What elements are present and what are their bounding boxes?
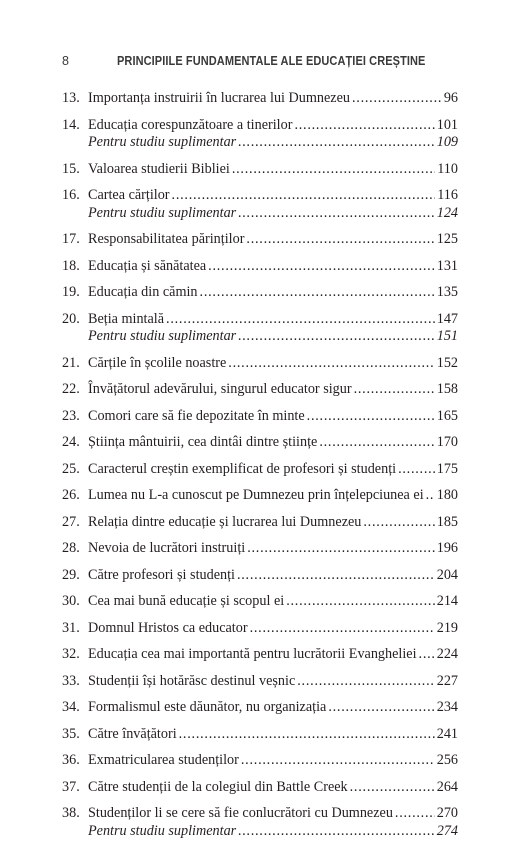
chapter-number: 16.	[62, 187, 80, 203]
toc-subline	[62, 134, 458, 152]
dot-leader	[237, 567, 435, 585]
toc-entry	[62, 355, 458, 373]
chapter-title: Nevoia de lucrători instruiți	[88, 540, 246, 556]
chapter-title: Caracterul creștin exemplificat de profesori și studenți	[88, 460, 397, 477]
toc-entry	[62, 779, 458, 797]
toc-entry	[62, 284, 458, 302]
dot-leader	[419, 646, 435, 664]
chapter-page: 224	[436, 646, 458, 662]
toc-entry	[62, 514, 458, 532]
chapter-page: 158	[436, 381, 458, 397]
chapter-title: Educația corespunzătoare a tinerilor	[88, 116, 293, 133]
dot-leader	[395, 805, 435, 823]
dot-leader	[354, 381, 435, 399]
chapter-page: 147	[436, 310, 458, 327]
toc-entry	[62, 90, 458, 108]
chapter-title: Exmatricularea studenților	[88, 752, 239, 768]
chapter-number: 25.	[62, 460, 80, 477]
chapter-page: 152	[436, 354, 458, 371]
toc-line	[62, 752, 458, 770]
chapter-title: Către învățători	[88, 725, 177, 742]
chapter-number: 23.	[62, 407, 80, 424]
chapter-title: Comori care să fie depozitate în minte	[88, 407, 305, 424]
chapter-number: 17.	[62, 231, 80, 247]
dot-leader	[352, 90, 442, 108]
toc-line	[62, 461, 458, 479]
dot-leader	[238, 205, 435, 223]
dot-leader	[246, 231, 434, 249]
dot-leader	[286, 593, 435, 611]
sub-page: 109	[436, 134, 458, 150]
chapter-title: Învățătorul adevărului, singurul educator sigur	[88, 381, 352, 397]
toc-entry	[62, 620, 458, 638]
chapter-number: 30.	[62, 593, 80, 609]
toc-entry	[62, 646, 458, 664]
chapter-title: Știința mântuirii, cea dintâi dintre științe	[88, 434, 318, 450]
toc-entry	[62, 726, 458, 744]
toc-line	[62, 540, 458, 558]
chapter-number: 38.	[62, 805, 80, 821]
toc-line	[62, 779, 458, 797]
chapter-page: 170	[436, 434, 458, 450]
toc-line	[62, 699, 458, 717]
chapter-title: Formalismul este dăunător, nu organizația	[88, 699, 327, 715]
toc-entry	[62, 699, 458, 717]
dot-leader	[398, 461, 435, 479]
chapter-number: 26.	[62, 487, 80, 503]
toc-line	[62, 593, 458, 611]
toc-subline	[62, 205, 458, 223]
chapter-title: Cartea cărților	[88, 187, 170, 203]
chapter-number: 34.	[62, 699, 80, 715]
toc-line	[62, 805, 458, 823]
chapter-page: 135	[436, 284, 458, 300]
running-header	[62, 54, 460, 72]
chapter-title: Educația și sănătatea	[88, 257, 207, 274]
running-title: PRINCIPIILE FUNDAMENTALE ALE EDUCAȚIEI CREȘTINE	[117, 54, 426, 68]
dot-leader	[328, 699, 434, 717]
sub-page: 124	[436, 204, 458, 221]
chapter-number: 19.	[62, 284, 80, 300]
toc-entry	[62, 434, 458, 452]
chapter-page: 131	[436, 257, 458, 274]
toc-line	[62, 258, 458, 276]
dot-leader	[319, 434, 434, 452]
chapter-title: Responsabilitatea părinților	[88, 231, 245, 247]
sub-title: Pentru studiu suplimentar	[88, 822, 237, 839]
dot-leader	[238, 328, 435, 346]
chapter-page: 165	[436, 407, 458, 424]
toc-line	[62, 355, 458, 373]
dot-leader	[208, 258, 435, 276]
chapter-title: Beția mintală	[88, 310, 165, 327]
chapter-number: 27.	[62, 513, 80, 530]
toc-line	[62, 434, 458, 452]
chapter-page: 204	[436, 566, 458, 583]
chapter-number: 21.	[62, 354, 80, 371]
dot-leader	[294, 117, 434, 135]
dot-leader	[238, 823, 435, 841]
chapter-title: Către profesori și studenți	[88, 566, 235, 583]
toc-entry	[62, 231, 458, 249]
toc-line	[62, 231, 458, 249]
sub-title: Pentru studiu suplimentar	[88, 134, 237, 150]
chapter-number: 22.	[62, 381, 80, 397]
chapter-number: 29.	[62, 566, 80, 583]
toc-line	[62, 514, 458, 532]
toc-entry	[62, 567, 458, 585]
dot-leader	[238, 134, 435, 152]
chapter-title: Educația din cămin	[88, 284, 198, 300]
chapter-page: 125	[436, 231, 458, 247]
chapter-number: 37.	[62, 778, 80, 795]
chapter-number: 33.	[62, 672, 80, 689]
toc-entry	[62, 540, 458, 558]
chapter-page: 219	[436, 619, 458, 636]
toc-entry	[62, 461, 458, 479]
dot-leader	[228, 355, 434, 373]
toc-subline	[62, 823, 458, 841]
dot-leader	[307, 408, 435, 426]
chapter-page: 234	[436, 699, 458, 715]
chapter-number: 35.	[62, 725, 80, 742]
chapter-number: 31.	[62, 619, 80, 636]
chapter-title: Educația cea mai importantă pentru lucrătorii Evangheliei	[88, 646, 417, 662]
chapter-title: Către studenții de la colegiul din Battle Creek	[88, 778, 348, 795]
toc-entry	[62, 381, 458, 399]
toc-line	[62, 726, 458, 744]
chapter-title: Relația dintre educație și lucrarea lui Dumnezeu	[88, 513, 362, 530]
toc-entry	[62, 187, 458, 222]
chapter-page: 185	[436, 513, 458, 530]
dot-leader	[363, 514, 434, 532]
chapter-title: Importanța instruirii în lucrarea lui Dumnezeu	[88, 90, 350, 106]
toc-entry	[62, 752, 458, 770]
toc-entry	[62, 487, 458, 505]
dot-leader	[166, 311, 435, 329]
dot-leader	[172, 187, 436, 205]
chapter-page: 270	[436, 805, 458, 821]
toc-entry	[62, 805, 458, 840]
chapter-page: 241	[436, 725, 458, 742]
chapter-number: 14.	[62, 116, 80, 133]
dot-leader	[232, 161, 435, 179]
chapter-number: 24.	[62, 434, 80, 450]
chapter-page: 116	[437, 187, 458, 203]
toc-line	[62, 408, 458, 426]
toc-line	[62, 90, 458, 108]
chapter-page: 180	[436, 487, 458, 503]
dot-leader	[200, 284, 435, 302]
toc-line	[62, 187, 458, 205]
sub-page: 151	[436, 328, 458, 344]
dot-leader	[250, 620, 435, 638]
chapter-number: 28.	[62, 540, 80, 556]
chapter-title: Lumea nu L-a cunoscut pe Dumnezeu prin înțelepciunea ei	[88, 487, 424, 503]
chapter-number: 36.	[62, 752, 80, 768]
dot-leader	[247, 540, 435, 558]
toc-line	[62, 673, 458, 691]
toc-entry	[62, 408, 458, 426]
toc-line	[62, 567, 458, 585]
dot-leader	[297, 673, 434, 691]
page-number: 8	[62, 54, 70, 68]
chapter-title: Cea mai bună educație și scopul ei	[88, 593, 285, 609]
chapter-page: 227	[436, 672, 458, 689]
toc-entry	[62, 258, 458, 276]
dot-leader	[350, 779, 435, 797]
chapter-number: 32.	[62, 646, 80, 662]
chapter-page: 264	[436, 778, 458, 795]
toc-subline	[62, 328, 458, 346]
dot-leader	[241, 752, 435, 770]
sub-title: Pentru studiu suplimentar	[88, 204, 237, 221]
chapter-title: Domnul Hristos ca educator	[88, 619, 248, 636]
chapter-page: 101	[436, 116, 458, 133]
toc-line	[62, 117, 458, 135]
toc-line	[62, 311, 458, 329]
toc-line	[62, 620, 458, 638]
toc-entry	[62, 117, 458, 152]
chapter-page: 175	[436, 460, 458, 477]
sub-page: 274	[436, 822, 458, 839]
table-of-contents	[62, 90, 458, 849]
chapter-title: Valoarea studierii Bibliei	[88, 160, 230, 177]
toc-line	[62, 161, 458, 179]
dot-leader	[426, 487, 435, 505]
toc-line	[62, 646, 458, 664]
toc-line	[62, 381, 458, 399]
chapter-number: 20.	[62, 310, 80, 327]
chapter-number: 13.	[62, 90, 80, 106]
chapter-page: 214	[436, 593, 458, 609]
chapter-page: 256	[436, 752, 458, 768]
toc-entry	[62, 673, 458, 691]
chapter-title: Studenților li se cere să fie conlucrători cu Dumnezeu	[88, 805, 393, 821]
toc-line	[62, 284, 458, 302]
toc-line	[62, 487, 458, 505]
chapter-page: 196	[436, 540, 458, 556]
chapter-number: 15.	[62, 160, 80, 177]
dot-leader	[179, 726, 435, 744]
chapter-title: Studenții își hotărăsc destinul veșnic	[88, 672, 296, 689]
chapter-number: 18.	[62, 257, 80, 274]
chapter-page: 110	[437, 160, 458, 177]
sub-title: Pentru studiu suplimentar	[88, 328, 237, 344]
chapter-title: Cărțile în școlile noastre	[88, 354, 227, 371]
toc-entry	[62, 311, 458, 346]
toc-entry	[62, 161, 458, 179]
chapter-page: 96	[443, 90, 458, 106]
toc-entry	[62, 593, 458, 611]
